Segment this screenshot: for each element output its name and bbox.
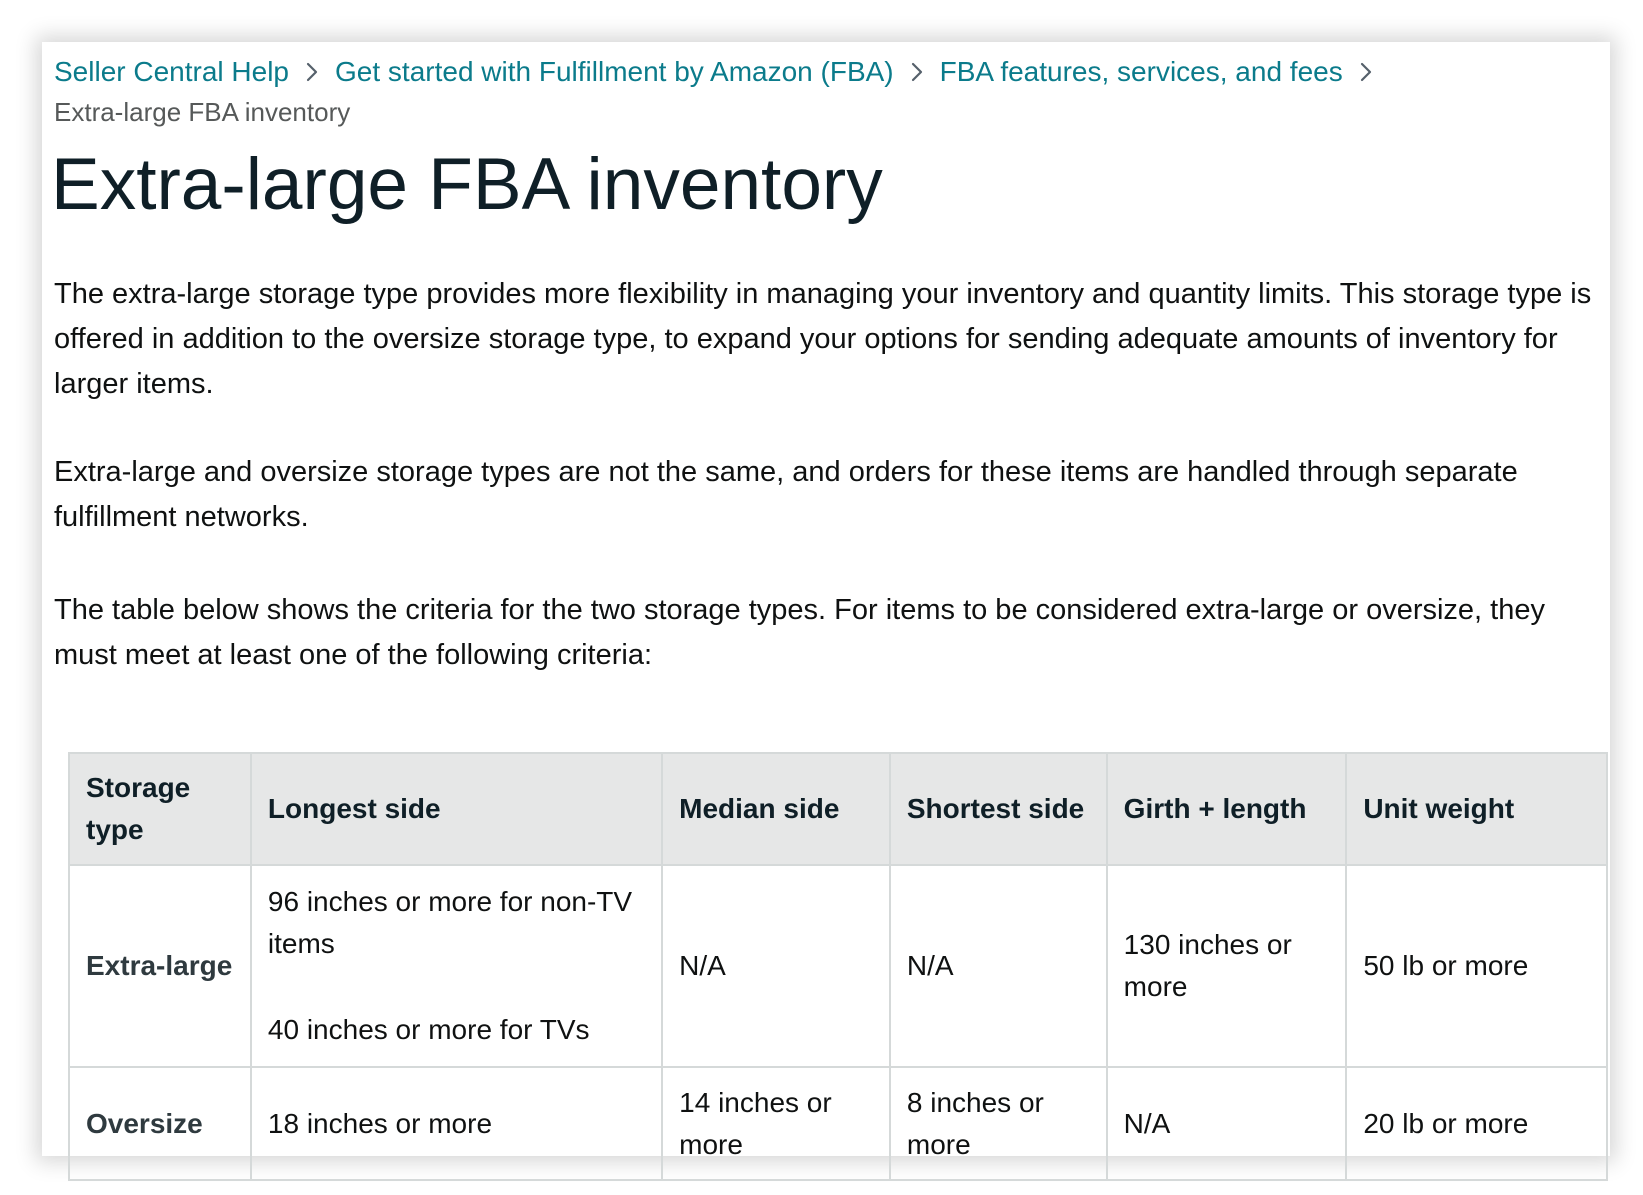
- girth-length-cell: N/A: [1107, 1067, 1347, 1180]
- girth-length-cell: 130 inches or more: [1107, 865, 1347, 1067]
- breadcrumb-current-page: Extra-large FBA inventory: [54, 97, 351, 127]
- table-intro-paragraph: The table below shows the criteria for the two storage types. For items to be considered extra-large or oversize, they must meet at least one of the following criteria:: [54, 594, 1545, 671]
- column-header-girth-length: Girth + length: [1107, 753, 1347, 865]
- column-header-storage-type: Storage type: [69, 753, 251, 865]
- longest-side-tv: 40 inches or more for TVs: [267, 1014, 590, 1045]
- longest-side-cell: 18 inches or more: [251, 1067, 662, 1180]
- table-header-row: [69, 753, 1607, 865]
- column-header-median-side: Median side: [662, 753, 890, 865]
- column-header-shortest-side: Shortest side: [890, 753, 1107, 865]
- help-article-card: [42, 42, 1610, 1160]
- difference-paragraph: Extra-large and oversize storage types are not the same, and orders for these items are handled through separate fulfillment networks.: [54, 456, 1518, 533]
- table-row: [69, 1067, 1607, 1180]
- breadcrumb-link-fba-features[interactable]: FBA features, services, and fees: [939, 56, 1343, 87]
- column-header-unit-weight: Unit weight: [1346, 753, 1607, 865]
- breadcrumb-link-seller-central-help[interactable]: Seller Central Help: [54, 56, 289, 87]
- longest-side-non-tv: 96 inches or more for non-TV items: [267, 886, 633, 959]
- median-side-cell: N/A: [662, 865, 890, 1067]
- breadcrumb-link-get-started-fba[interactable]: Get started with Fulfillment by Amazon (FBA): [335, 56, 894, 87]
- column-header-longest-side: Longest side: [251, 753, 662, 865]
- median-side-cell: 14 inches or more: [662, 1067, 890, 1180]
- shortest-side-cell: 8 inches or more: [890, 1067, 1107, 1180]
- unit-weight-cell: 50 lb or more: [1346, 865, 1607, 1067]
- unit-weight-cell: 20 lb or more: [1346, 1067, 1607, 1180]
- storage-criteria-table: [68, 752, 1608, 1181]
- intro-paragraph: The extra-large storage type provides more flexibility in managing your inventory and quantity limits. This storage type is offered in addition to the oversize storage type, to expand your options for sending adequate amounts of inventory for larger items.: [54, 278, 1592, 400]
- longest-side-cell: [251, 865, 662, 1067]
- page-title: Extra-large FBA inventory: [51, 144, 883, 225]
- chevron-right-icon: [894, 48, 940, 96]
- chevron-right-icon: [1343, 48, 1389, 96]
- chevron-right-icon: [289, 48, 335, 96]
- breadcrumb: [54, 48, 1389, 96]
- storage-type-cell: Oversize: [69, 1067, 251, 1180]
- table-row: [69, 865, 1607, 1067]
- storage-type-cell: Extra-large: [69, 865, 251, 1067]
- shortest-side-cell: N/A: [890, 865, 1107, 1067]
